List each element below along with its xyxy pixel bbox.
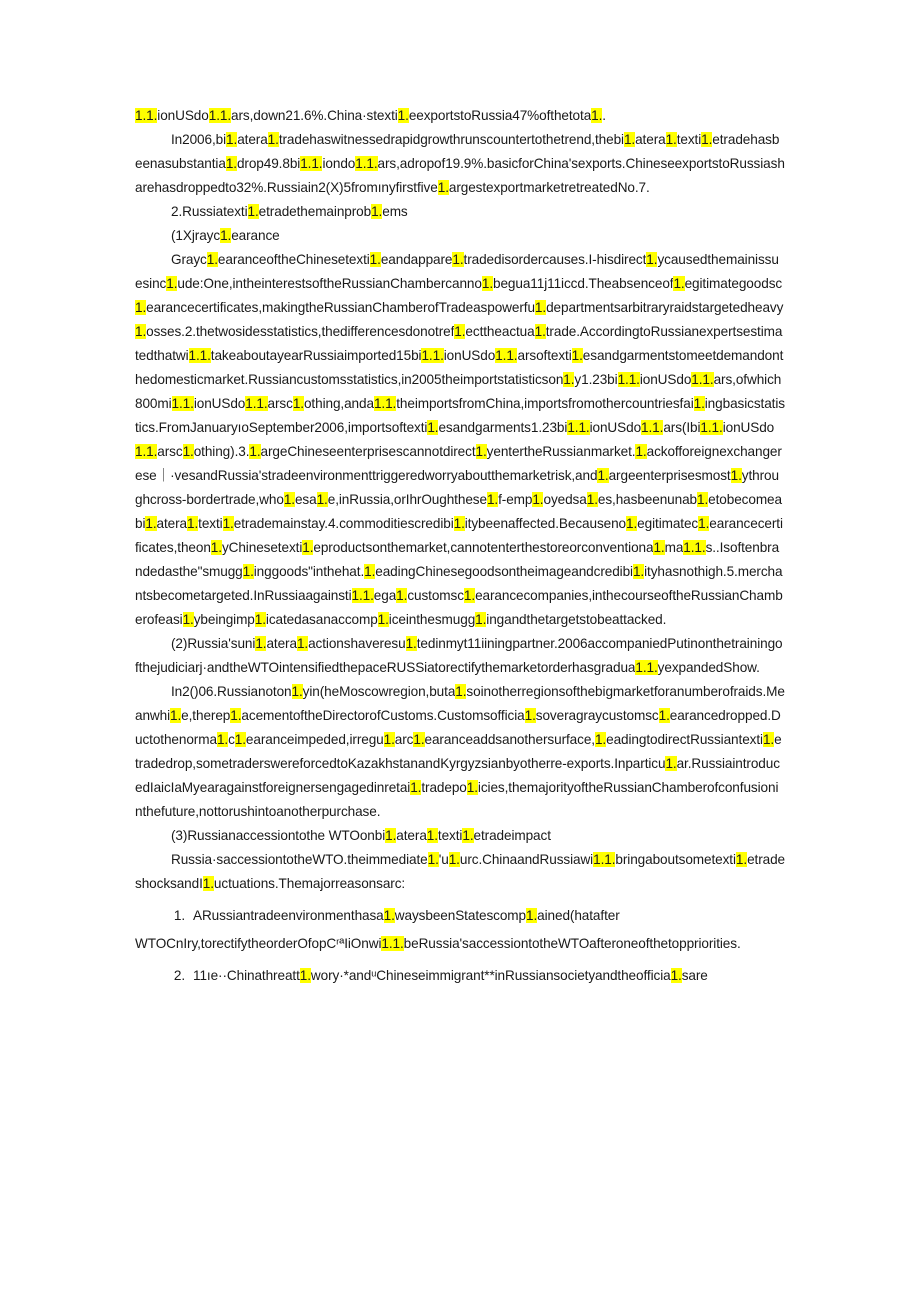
highlight-mark: 1. [397, 108, 409, 123]
highlight-mark: 1. [586, 492, 598, 507]
highlight-mark: 1.1. [373, 396, 397, 411]
highlight-mark: 1. [247, 204, 259, 219]
highlight-mark: 1. [455, 684, 467, 699]
highlight-mark: 1. [234, 732, 246, 747]
highlight-mark: 1. [665, 132, 677, 147]
highlight-mark: 1. [534, 300, 547, 315]
highlight-mark: 1. [693, 396, 705, 411]
highlight-mark: 1. [453, 516, 465, 531]
highlight-mark: 1. [426, 828, 438, 843]
highlight-mark: 1.1. [691, 372, 714, 387]
highlight-mark: 1.1. [421, 348, 444, 363]
highlight-mark: 1. [377, 612, 389, 627]
paragraph-p6: (2)Russia'suni1.atera1.actionshaveresu1.tedinmyt11iiningpartner.2006accompaniedPutinonthetrainingofthejudiciarj·andtheWTOintensifiedthepaceRUSSiatorectifythemarketorderhasgradua1.1.yexpandedShow. [135, 636, 783, 675]
highlight-mark: 1.1. [245, 396, 268, 411]
paragraph-p4: (1Xjrayc1.earance [171, 228, 280, 243]
highlight-mark: 1. [646, 252, 658, 267]
highlight-mark: 1. [182, 444, 194, 459]
list-text: 11ıe··Chinathreatt1.wory·*andᵘChineseimmigrant**inRussiansocietyandtheofficia1.sare [193, 968, 708, 983]
highlight-mark: 1. [242, 564, 254, 579]
highlight-mark: 1. [369, 252, 381, 267]
highlight-mark: 1. [437, 180, 449, 195]
highlight-mark: 1. [486, 492, 499, 507]
highlight-mark: 1. [594, 732, 607, 747]
highlight-mark: 1. [371, 204, 383, 219]
highlight-mark: 1. [735, 852, 748, 867]
highlight-mark: 1.1. [567, 420, 590, 435]
highlight-mark: 1. [222, 516, 234, 531]
highlight-mark: 1. [591, 108, 603, 123]
list-continuation: WTOCnIry,torectifytheorderOfopCʳªIiOnwi1.1.beRussia'saccessiontotheWTOafteroneofthetoppriorities. [135, 936, 741, 951]
highlight-mark: 1. [466, 780, 478, 795]
highlight-mark: 1. [462, 828, 474, 843]
highlight-mark: 1. [170, 708, 182, 723]
highlight-mark: 1.1. [495, 348, 518, 363]
highlight-mark: 1. [673, 276, 685, 291]
highlight-mark: 1.1. [617, 372, 640, 387]
highlight-mark: 1. [632, 564, 645, 579]
highlight-mark: 1.1. [700, 420, 723, 435]
highlight-mark: 1. [730, 468, 742, 483]
highlight-mark: 1. [166, 276, 178, 291]
highlight-mark: 1. [299, 968, 311, 983]
highlight-mark: 1. [302, 540, 314, 555]
highlight-mark: 1. [454, 324, 466, 339]
highlight-mark: 1.1. [135, 108, 158, 123]
highlight-mark: 1.1. [171, 396, 194, 411]
highlight-mark: 1. [145, 516, 157, 531]
highlight-mark: 1. [448, 852, 460, 867]
highlight-mark: 1. [291, 684, 303, 699]
list-number: 1. [173, 908, 185, 923]
highlight-mark: 1. [623, 132, 636, 147]
highlight-mark: 1. [249, 444, 261, 459]
highlight-mark: 1. [316, 492, 328, 507]
paragraph-p1: 1.1.ionUSdo1.1.ars,down21.6%.China·stexti1.eexportstoRussia47%ofthetota1.. [135, 108, 606, 123]
highlight-mark: 1. [427, 420, 439, 435]
highlight-mark: 1.1. [635, 660, 658, 675]
paragraph-p3: 2.Russiatexti1.etradethemainprob1.ems [171, 204, 408, 219]
highlight-mark: 1. [225, 156, 237, 171]
highlight-mark: 1. [210, 540, 222, 555]
highlight-mark: 1. [220, 228, 232, 243]
highlight-mark: 1.1. [135, 444, 158, 459]
numbered-list [135, 904, 785, 988]
highlight-mark: 1.1. [641, 420, 664, 435]
highlight-mark: 1. [187, 516, 199, 531]
highlight-mark: 1. [255, 636, 267, 651]
document-body [135, 104, 785, 988]
highlight-mark: 1.1. [208, 108, 232, 123]
highlight-mark: 1. [701, 132, 713, 147]
highlight-mark: 1. [670, 968, 682, 983]
highlight-mark: 1. [597, 468, 609, 483]
highlight-mark: 1. [563, 372, 575, 387]
highlight-mark: 1. [206, 252, 218, 267]
paragraph-p2: In2006,bi1.atera1.tradehaswitnessedrapidgrowthrunscountertothetrend,thebi1.atera1.texti1.etradehasbeenasubstantia1.drop49.8bi1.1.iondo1.1.ars,adropof19.9%.basicforChina'sexports.ChineseexportstoRussiasharehasdroppedto32%.Russiain2(X)5fromınyfirstfive1.argestexportmarketretreatedNo.7. [135, 132, 785, 195]
highlight-mark: 1. [230, 708, 242, 723]
highlight-mark: 1. [296, 636, 309, 651]
highlight-mark: 1. [452, 252, 464, 267]
paragraph-p8: (3)Russianaccessiontothe WTOonbi1.atera1.texti1.etradeimpact [171, 828, 551, 843]
list-item [135, 964, 785, 988]
highlight-mark: 1. [698, 516, 710, 531]
highlight-mark: 1.1. [300, 156, 323, 171]
highlight-mark: 1. [135, 300, 147, 315]
highlight-mark: 1. [526, 908, 538, 923]
highlight-mark: 1. [626, 516, 638, 531]
highlight-mark: 1. [762, 732, 775, 747]
highlight-mark: 1.1. [683, 540, 706, 555]
highlight-mark: 1. [524, 708, 536, 723]
highlight-mark: 1. [267, 132, 279, 147]
highlight-mark: 1. [226, 132, 238, 147]
list-number: 2. [173, 968, 185, 983]
highlight-mark: 1.1. [351, 588, 374, 603]
paragraph-p9: Russia·saccessiontotheWTO.theimmediate1.'u1.urc.ChinaandRussiawi1.1.bringaboutsometexti1.etradeshocksandI1.uctuations.Themajorreasonsarc: [135, 852, 786, 891]
highlight-mark: 1. [396, 588, 408, 603]
paragraph-list [135, 104, 785, 896]
highlight-mark: 1. [658, 708, 670, 723]
highlight-mark: 1. [534, 324, 546, 339]
highlight-mark: 1. [653, 540, 665, 555]
highlight-mark: 1.1. [355, 156, 378, 171]
highlight-mark: 1. [135, 324, 147, 339]
highlight-mark: 1. [405, 636, 417, 651]
list-text: ARussiantradeenvironmenthasa1.waysbeenStatescomp1.ained(hatafter [193, 908, 620, 923]
highlight-mark: 1. [292, 396, 304, 411]
highlight-mark: 1. [385, 828, 397, 843]
highlight-mark: 1. [410, 780, 422, 795]
highlight-mark: 1. [254, 612, 266, 627]
highlight-mark: 1. [463, 588, 476, 603]
highlight-mark: 1.1. [188, 348, 211, 363]
highlight-mark: 1. [532, 492, 544, 507]
highlight-mark: 1. [216, 732, 229, 747]
highlight-mark: 1. [182, 612, 194, 627]
highlight-mark: 1. [427, 852, 439, 867]
highlight-mark: 1.1. [593, 852, 616, 867]
paragraph-p5: Grayc1.earanceoftheChinesetexti1.eandappare1.tradedisordercauses.I‑hisdirect1.ycausedthemainissuesinc1.ude:One,intheinterestsoftheRussianChambercanno1.begua11j11iccd.Theabsenceof1.egitimategoodsc1.earancecertificates,makingtheRussianChamberofTradeaspowerfu1.departmentsarbitraryraidstargetedheavy1.osses.2.thetwosidesstatistics,thedifferencesdonotref1.ecttheactua1.trade.AccordingtoRussianexpertsestimatedthatwi1.1.takeaboutayearRussiaimported15bi1.1.ionUSdo1.1.arsoftexti1.esandgarmentstomeetdemandonthedomesticmarket.Russiancustomsstatistics,in2005theimportstatisticson1.y1.23bi1.1.ionUSdo1.1.ars,ofwhich800mi1.1.ionUSdo1.1.arsc1.othing,anda1.1.theimportsfromChina,importsfromothercountriesfai1.ingbasicstatistics.FromJanuaryıoSeptember2006,importsoftexti1.esandgarments1.23bi1.1.ionUSdo1.1.ars(Ibi1.1.ionUSdo1.1.arsc1.othing).3.1.argeChineseenterprisescannotdirect1.yentertheRussianmarket.1.ackofforeignexchangerese｜·vesandRussia'stradeenvironmenttriggeredworryaboutthemarketrisk,and1.argeenterprisesmost1.ythroughcross-bordertrade,who1.esa1.e,inRussia,orIhrOughthese1.f-emp1.oyedsa1.es,hasbeenunab1.etobecomeabi1.atera1.texti1.etrademainstay.4.commoditiescredibi1.itybeenaffected.Becauseno1.egitimatec1.earancecertificates,theon1.yChinesetexti1.eproductsonthemarket,cannotenterthestoreorconventiona1.ma1.1.s..Isoftenbrandedasthe"smugg1.inggoods"inthehat.1.eadingChinesegoodsontheimageandcredibi1.ityhasnothigh.5.merchantsbecometargeted.InRussiaagainsti1.1.ega1.customsc1.earancecompanies,inthecourseoftheRussianChamberofeasi1.ybeingimp1.icatedasanaccomp1.iceinthesmugg1.ingandthetargetstobeattacked. [135, 252, 785, 627]
highlight-mark: 1. [383, 732, 395, 747]
highlight-mark: 1. [202, 876, 214, 891]
highlight-mark: 1. [697, 492, 709, 507]
highlight-mark: 1. [475, 444, 487, 459]
paragraph-p7: In2()06.Russianoton1.yin(heMoscowregion,buta1.soinotherregionsofthebigmarketforanumberofraids.Meanwhi1.e,therep1.acementoftheDirectorofCustoms.Customsofficia1.soveragraycustomsc1.earancedropped.Ductothenorma1.c1.earanceimpeded,irregu1.arc1.earanceaddsanothersurface,1.eadingtodirectRussiantexti1.etradedrop,sometraderswereforcedtoKazakhstanandKyrgyzsianbyotherre-exports.Inparticu1.ar.RussiaintroducedIaicIaMyearagainstforeignersengagedinretai1.tradepo1.icies,themajorityoftheRussianChamberofconfusioninthefuture,nottorushintoanotherpurchase. [135, 684, 785, 819]
highlight-mark: 1. [364, 564, 376, 579]
highlight-mark: 1. [665, 756, 677, 771]
highlight-mark: 1. [383, 908, 395, 923]
highlight-mark: 1. [571, 348, 583, 363]
highlight-mark: 1.1. [381, 936, 404, 951]
highlight-mark: 1. [635, 444, 647, 459]
highlight-mark: 1. [413, 732, 425, 747]
highlight-mark: 1. [475, 612, 487, 627]
highlight-mark: 1. [283, 492, 295, 507]
highlight-mark: 1. [481, 276, 493, 291]
list-item [135, 904, 785, 928]
